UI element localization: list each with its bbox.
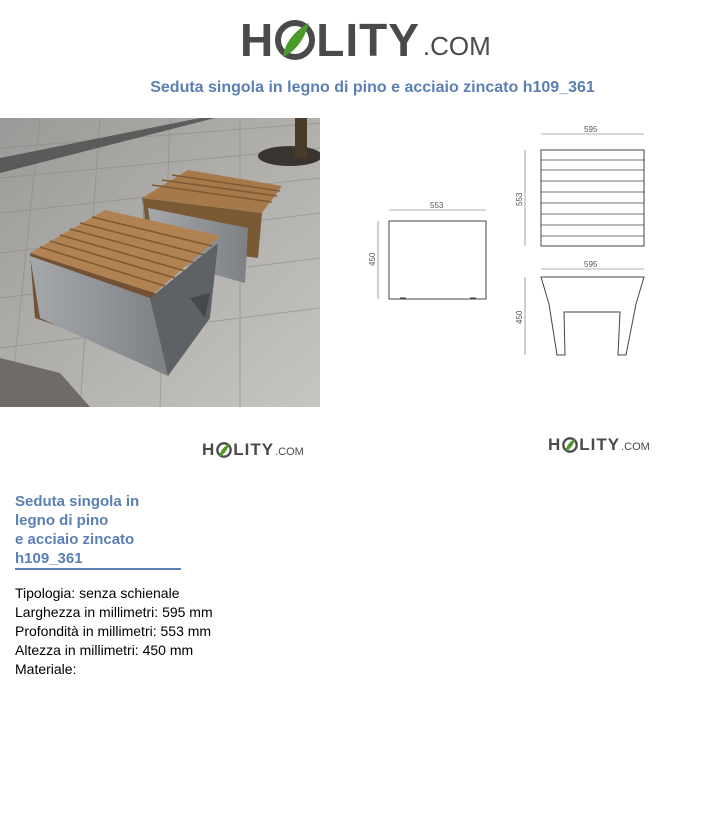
dim-side-height: 450 <box>368 252 377 266</box>
logo-com: .COM <box>621 441 650 453</box>
spec-label: Materiale: <box>15 661 77 677</box>
technical-drawing <box>360 120 660 365</box>
logo-leaf-icon <box>562 436 578 454</box>
spec-value: 595 mm <box>162 604 213 620</box>
logo-com: .COM <box>275 446 304 458</box>
logo-lity: LITY <box>316 14 420 66</box>
logo-lity: LITY <box>579 435 621 454</box>
logo-h: H <box>202 440 216 459</box>
spec-label: Tipologia: <box>15 585 76 601</box>
product-title-line: e acciaio zincato <box>15 531 135 548</box>
product-title <box>15 492 185 570</box>
title-underline <box>15 568 181 570</box>
spec-altezza <box>15 641 213 660</box>
spec-label: Larghezza in millimetri: <box>15 604 159 620</box>
logo-com: .COM <box>422 30 491 61</box>
dim-front-width: 595 <box>584 260 598 269</box>
holity-logo-small-right[interactable] <box>548 434 650 456</box>
logo-lity: LITY <box>233 440 275 459</box>
logo-h: H <box>548 435 562 454</box>
logo-leaf-icon <box>275 17 315 63</box>
product-photo <box>0 118 320 407</box>
spec-value: 553 mm <box>160 623 212 639</box>
holity-logo[interactable] <box>240 12 491 68</box>
spec-tipologia <box>15 584 213 603</box>
spec-list <box>15 584 213 679</box>
logo-h: H <box>240 14 275 66</box>
spec-larghezza <box>15 603 213 622</box>
spec-label: Altezza in millimetri: <box>15 642 139 658</box>
product-title-line: legno di pino <box>15 512 109 529</box>
spec-label: Profondità in millimetri: <box>15 623 157 639</box>
spec-value: 450 mm <box>142 642 194 658</box>
logo-leaf-icon <box>216 441 232 459</box>
spec-value: senza schienale <box>79 585 180 601</box>
page-title: Seduta singola in legno di pino e acciaio zincato h109_361 <box>150 79 595 96</box>
dim-front-height: 450 <box>515 310 524 324</box>
dim-side-width: 553 <box>430 201 444 210</box>
product-title-line: Seduta singola in <box>15 493 140 510</box>
spec-profondita <box>15 622 213 641</box>
spec-materiale <box>15 660 213 679</box>
dim-top-depth: 553 <box>515 192 524 206</box>
dim-top-width: 595 <box>584 125 598 134</box>
holity-logo-small-left[interactable] <box>202 439 304 461</box>
product-title-line: h109_361 <box>15 550 83 567</box>
